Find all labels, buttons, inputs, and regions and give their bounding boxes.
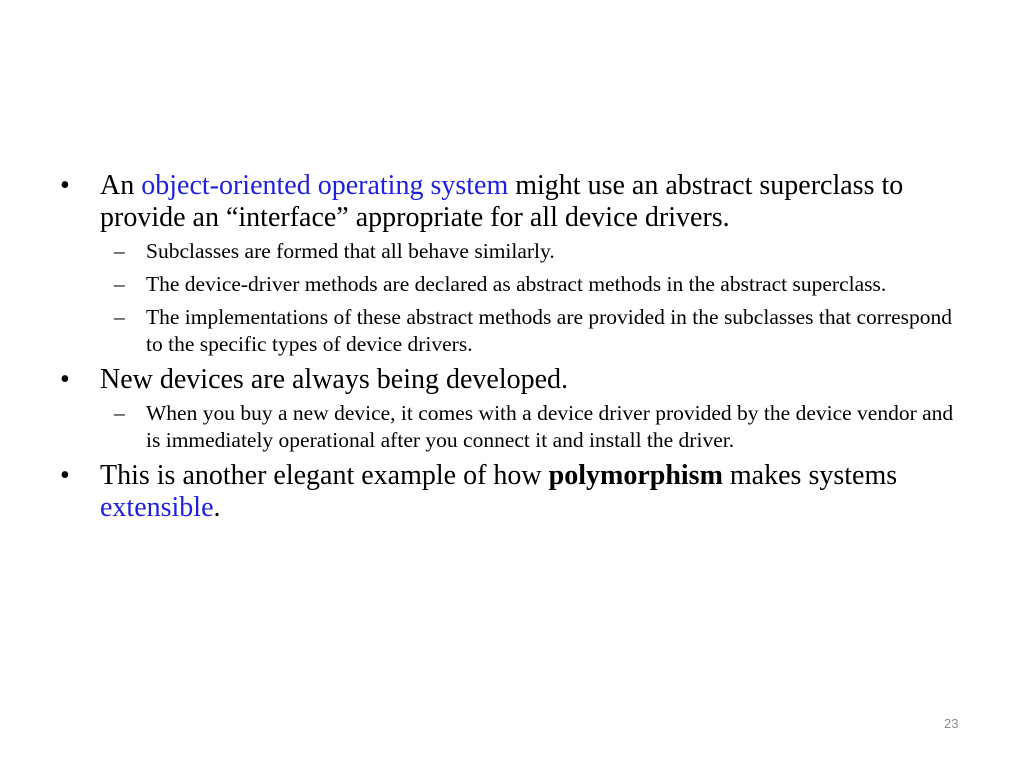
bullet-text-prefix: This is another elegant example of how	[100, 460, 549, 491]
subitem-abstract-methods	[56, 271, 956, 298]
bold-term-polymorphism: polymorphism	[548, 460, 723, 491]
slide-content	[56, 170, 956, 528]
subitem-text: The device-driver methods are declared as abstract methods in the abstract superclass.	[146, 272, 887, 296]
bullet-text-middle: makes systems	[722, 460, 898, 491]
dash-icon: –	[114, 305, 125, 329]
bullet-text: New devices are always being developed.	[100, 364, 569, 395]
subitem-text: The implementations of these abstract methods are provided in the subclasses that correspond to the specific types of device drivers.	[146, 305, 953, 356]
bullet-icon: •	[60, 364, 70, 395]
page-number: 23	[944, 716, 959, 731]
dash-icon: –	[114, 239, 125, 263]
subitem-implementations	[56, 304, 956, 358]
bullet-item-oo-os	[56, 170, 956, 234]
bullet-text-suffix: .	[213, 492, 221, 523]
bullet-text-prefix: An	[100, 170, 142, 201]
highlight-term-extensible: extensible	[100, 492, 214, 523]
dash-icon: –	[114, 401, 125, 425]
bullet-icon: •	[60, 170, 70, 201]
subitem-text: When you buy a new device, it comes with a device driver provided by the device vendor and is immediately operational after you connect it and install the driver.	[146, 401, 954, 452]
subitem-subclasses	[56, 238, 956, 265]
subitem-text: Subclasses are formed that all behave similarly.	[146, 239, 555, 263]
sublist-oo-os	[56, 238, 956, 358]
bullet-text-rest: might use an abstract superclass to provide an “interface” appropriate for all device drivers.	[100, 170, 904, 233]
bullet-icon: •	[60, 460, 70, 491]
subitem-device-vendor	[56, 400, 956, 454]
highlight-term-oo-os: object-oriented operating system	[141, 170, 509, 201]
dash-icon: –	[114, 272, 125, 296]
bullet-item-polymorphism	[56, 460, 956, 524]
sublist-new-devices	[56, 400, 956, 454]
bullet-item-new-devices	[56, 364, 956, 396]
